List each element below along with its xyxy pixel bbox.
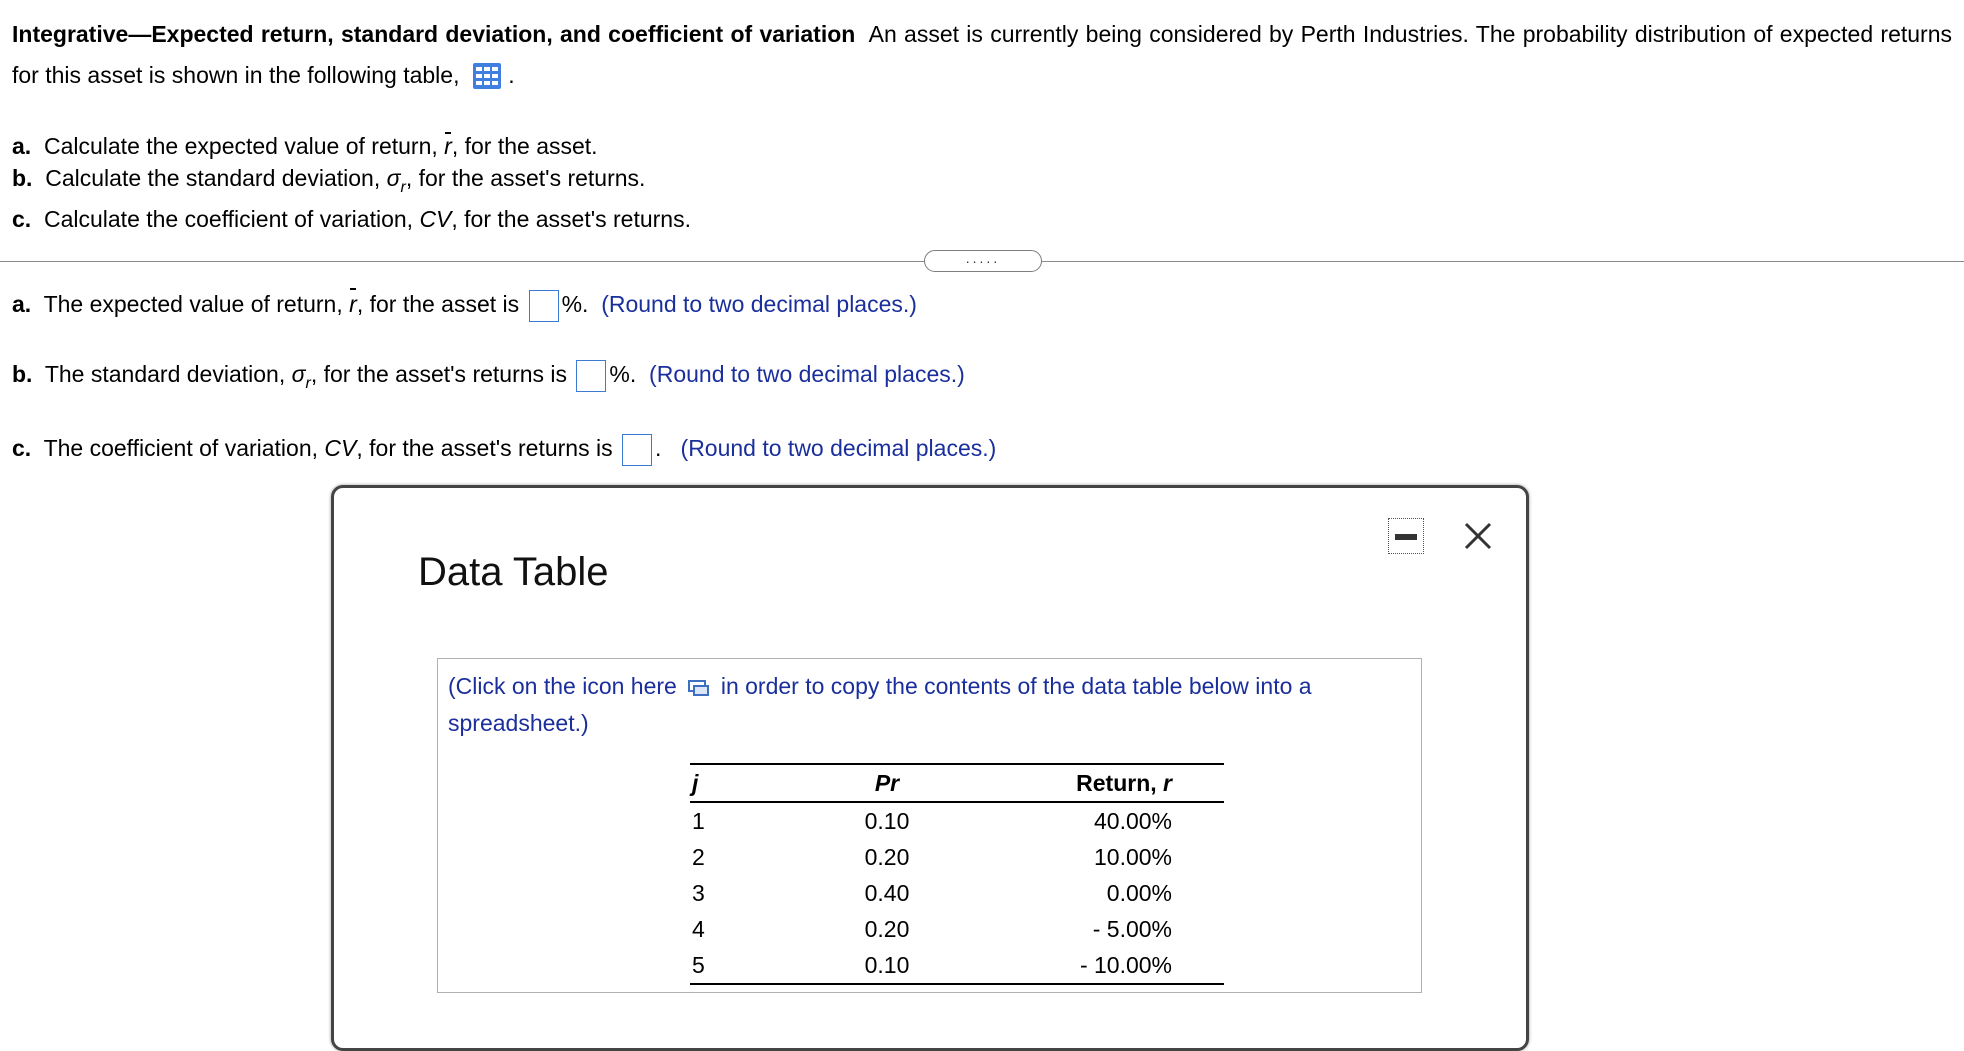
sigma-symbol: σ [386, 165, 401, 191]
close-icon [1458, 516, 1498, 556]
question-c: c. Calculate the coefficient of variation, CV, for the asset's returns. [12, 206, 691, 232]
header-pr: Pr [802, 764, 972, 802]
standard-deviation-input[interactable] [576, 360, 606, 392]
header-j: j [690, 764, 802, 802]
data-table-panel [437, 658, 1422, 993]
close-button[interactable] [1458, 516, 1498, 556]
problem-title: Integrative—Expected return, standard deviation, and coefficient of variation [12, 21, 856, 47]
table-row: 1 0.10 40.00% [692, 807, 1172, 834]
expected-return-input[interactable] [529, 290, 559, 322]
header-return: Return, r [972, 764, 1224, 802]
problem-text: An asset is currently being considered by Perth Industries. The probability distribution of expected returns for this asset is shown in the following table, [12, 21, 1952, 88]
copy-instructions: (Click on the icon here in order to copy the contents of the data table below into a spreadsheet.) [448, 673, 1312, 736]
expand-toggle-button[interactable]: ..... [924, 250, 1042, 272]
problem-intro [12, 14, 1952, 103]
coefficient-of-variation-input[interactable] [622, 434, 652, 466]
data-table-icon[interactable] [472, 62, 502, 103]
question-b: b. Calculate the standard deviation, $\sigma_r$, for the asset's returns. [12, 165, 646, 196]
intro-period: . [508, 62, 515, 88]
answer-b: b. The standard deviation, $\sigma_r$, for the asset's returns is %. (Round to two decimal places.) [12, 361, 965, 392]
r-bar-symbol: r [444, 130, 452, 162]
answer-a: a. The expected value of return, r, for the asset is %. (Round to two decimal places.) [12, 286, 917, 322]
dialog-title: Data Table [418, 550, 609, 594]
answer-c: c. The coefficient of variation, CV, for the asset's returns is . (Round to two decimal places.) [12, 430, 996, 466]
data-table-dialog [331, 485, 1529, 1051]
round-hint: (Round to two decimal places.) [649, 361, 965, 387]
round-hint: (Round to two decimal places.) [680, 435, 997, 461]
copy-to-spreadsheet-icon[interactable] [687, 672, 711, 706]
round-hint: (Round to two decimal places.) [601, 291, 917, 317]
returns-distribution-table [690, 763, 1224, 985]
table-row: 2 0.20 10.00% [692, 843, 1172, 870]
table-row: 4 0.20 - 5.00% [692, 915, 1172, 942]
minimize-button[interactable] [1388, 518, 1424, 554]
table-row: 3 0.40 0.00% [692, 879, 1172, 906]
question-a: a. Calculate the expected value of return, r, for the asset. [12, 130, 598, 162]
table-header-row [690, 764, 1224, 802]
table-row: 5 0.10 - 10.00% [690, 947, 1224, 984]
